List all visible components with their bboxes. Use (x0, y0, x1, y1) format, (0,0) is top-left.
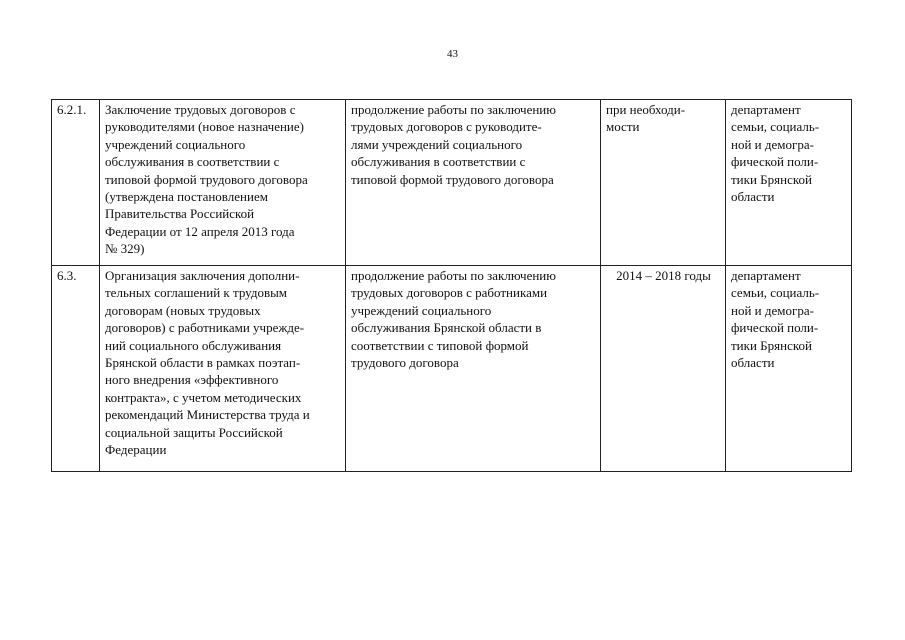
responsible-cell: департамент семьи, социаль- ной и демогра- фической поли- тики Брянской области (726, 266, 852, 472)
result-cell: продолжение работы по заключению трудовых договоров с работниками учреждений социального обслуживания Брянской области в соответствии с типовой формой трудового договора (346, 266, 601, 472)
term-cell: при необходи- мости (601, 100, 726, 266)
activity-cell: Организация заключения дополни- тельных соглашений к трудовым договорам (новых трудовых договоров) с работниками учрежде- ний социального обслуживания Брянской области в рамках поэтап- ного внедрения «эффективного контракта», с учетом методических рекомендаций Министерства труда и социальной защиты Российской Федерации (100, 266, 346, 472)
table-row (52, 100, 852, 266)
item-number-cell: 6.2.1. (52, 100, 100, 266)
result-cell: продолжение работы по заключению трудовых договоров с руководите- лями учреждений социального обслуживания в соответствии с типовой формой трудового договора (346, 100, 601, 266)
responsible-cell: департамент семьи, социаль- ной и демогра- фической поли- тики Брянской области (726, 100, 852, 266)
term-cell: 2014 – 2018 годы (601, 266, 726, 472)
measures-table (51, 99, 852, 472)
page-number: 43 (447, 48, 458, 60)
activity-cell: Заключение трудовых договоров с руководителями (новое назначение) учреждений социального обслуживания в соответствии с типовой формой трудового договора (утверждена постановлением Правительства Российской Федерации от 12 апреля 2013 года № 329) (100, 100, 346, 266)
item-number-cell: 6.3. (52, 266, 100, 472)
table-row (52, 266, 852, 472)
